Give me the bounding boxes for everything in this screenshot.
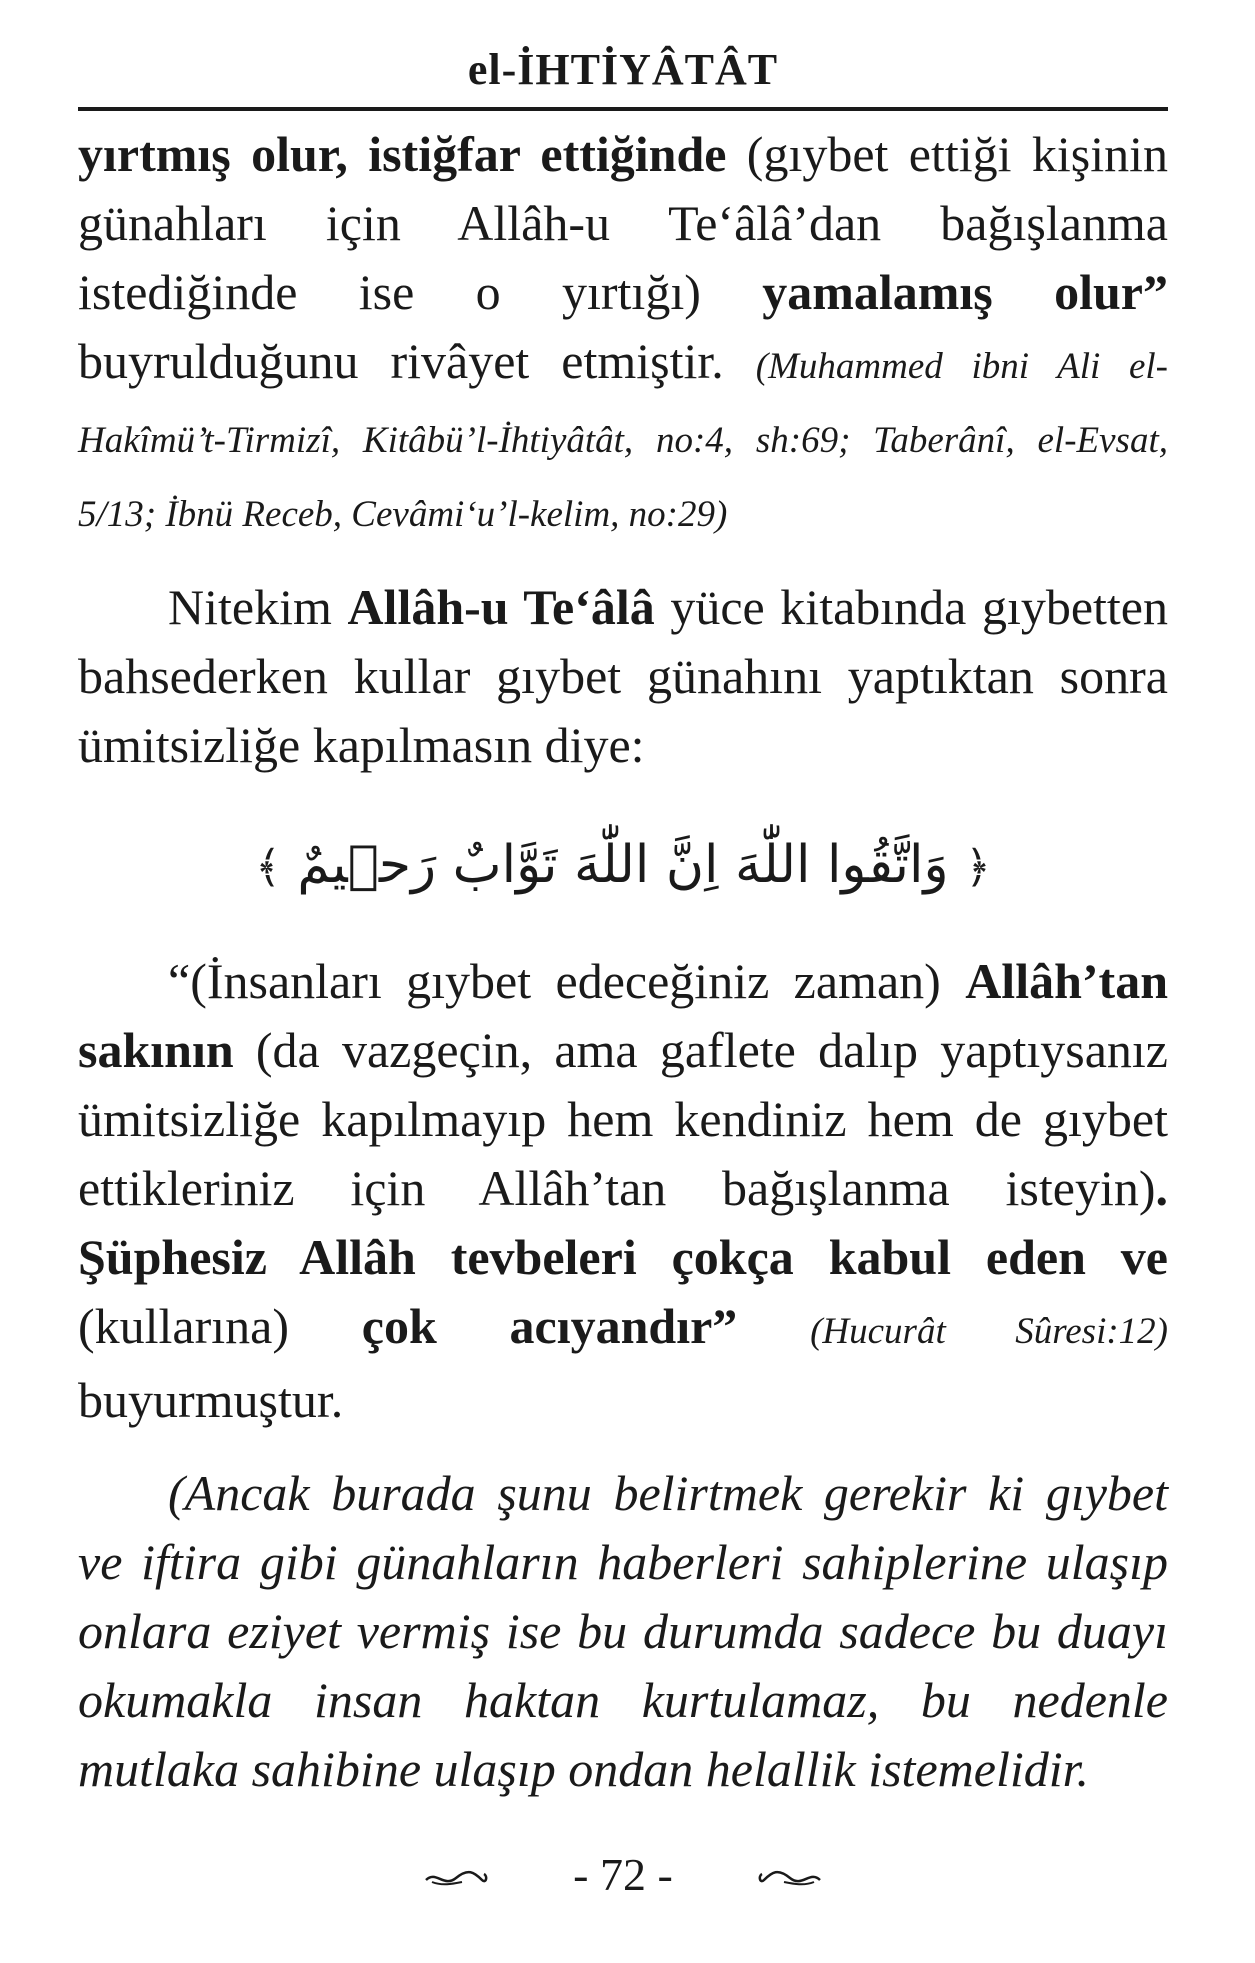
running-head: el-İHTİYÂTÂT <box>467 45 779 94</box>
header-rule <box>78 107 1168 111</box>
p2-text-2: yüce kitabında gıybetten bahsederken kullar gıybet günahını yaptıktan sonra ümitsizliğe kapılmasın diye: <box>78 579 1169 773</box>
p3-text-3: (kullarına) <box>78 1298 362 1354</box>
left-ornament-icon <box>422 1866 492 1892</box>
p3-text-1: “(İnsanları gıybet edeceğiniz zaman) <box>168 953 966 1009</box>
p3-bold-3: çok acıyandır” <box>361 1298 738 1354</box>
p2-bold-1: Allâh-u Te‘âlâ <box>347 579 655 635</box>
p3-text-2: (da vazgeçin, ama gaflete dalıp yaptıysanız ümitsizliğe kapılmayıp hem kendiniz hem de gıybet ettikleriniz için Allâh’tan bağışlanma isteyin) <box>78 1022 1168 1216</box>
quran-verse <box>78 820 1168 913</box>
p3-bold-1: Allâh’tan sakının <box>78 953 1168 1078</box>
p1-text-1: (gıybet ettiği kişinin günahları için Allâh-u Te‘âlâ’dan bağışlanma istediğinde ise o yırtığı) <box>78 126 1168 320</box>
verse-open-bracket: ﴿ <box>965 842 991 893</box>
p3-bold-2: . Şüphesiz Allâh tevbeleri çokça kabul eden ve <box>78 1160 1168 1285</box>
p2-text-1: Nitekim <box>168 579 348 635</box>
verse-close-bracket: ﴾ <box>255 842 281 893</box>
p3-text-5: buyurmuştur. <box>78 1372 344 1428</box>
p1-text-2: buyrulduğunu rivâyet etmiştir. <box>78 333 756 389</box>
paragraph-1 <box>78 120 1168 549</box>
page-footer <box>78 1848 1168 1901</box>
p1-bold-1: yırtmış olur, istiğfar ettiğinde <box>78 126 727 182</box>
p3-citation: (Hucurât Sûresi:12) <box>810 1311 1168 1352</box>
paragraph-3 <box>78 947 1168 1435</box>
p3-text-4 <box>737 1298 810 1354</box>
page-number: - 72 - <box>573 1849 673 1900</box>
right-ornament-icon <box>754 1866 824 1892</box>
p1-bold-2: yamalamış olur” <box>762 264 1168 320</box>
body-text <box>78 120 1168 1804</box>
verse-arabic-text: وَاتَّقُوا اللّٰهَ اِنَّ اللّٰهَ تَوَّابٌ رَح۪يمٌ <box>297 835 949 895</box>
p1-citation: (Muhammed ibni Ali el-Hakîmü’t-Tirmizî, Kitâbü’l-İhtiyâtât, no:4, sh:69; Taberânî, el-Evsat, 5/13; İbnü Receb, Cevâmi‘u’l-kelim, no:29) <box>78 346 1168 535</box>
paragraph-2 <box>78 573 1168 780</box>
paragraph-4-note: (Ancak burada şunu belirtmek gerekir ki gıybet ve iftira gibi günahların haberleri sahiplerine ulaşıp onlara eziyet vermiş ise bu durumda sadece bu duayı okumakla insan haktan kurtulamaz, bu nedenle mutlaka sahibine ulaşıp ondan helallik istemelidir. <box>78 1465 1168 1797</box>
